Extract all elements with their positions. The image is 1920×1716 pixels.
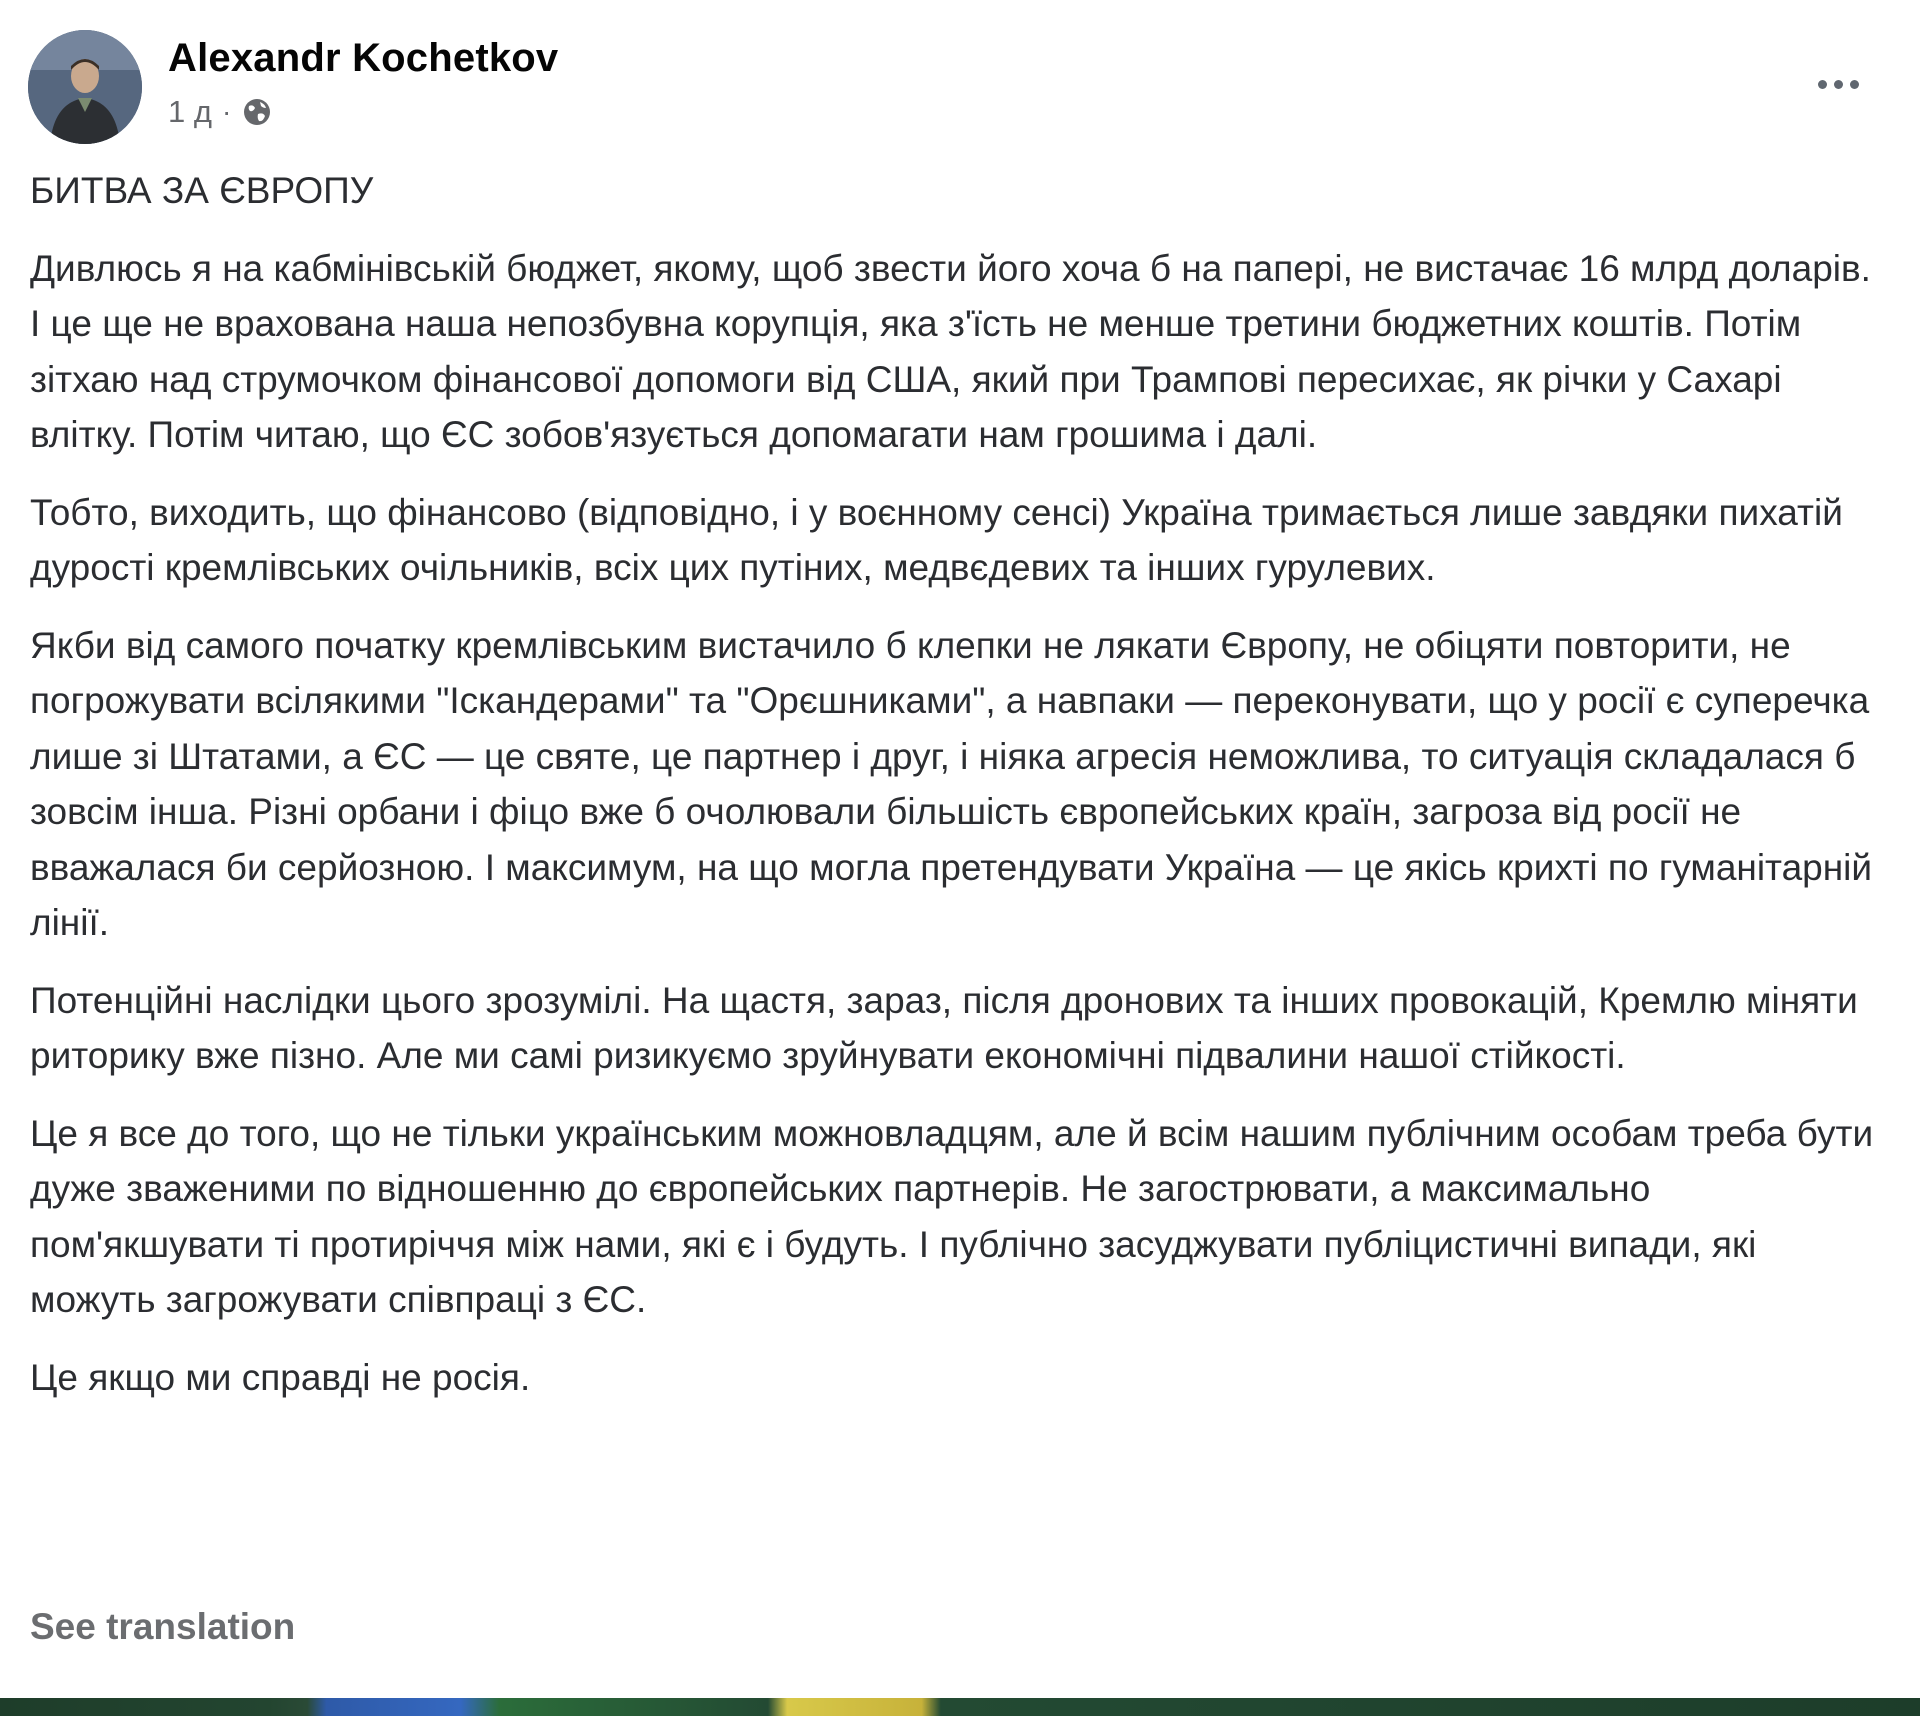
more-options-button[interactable] (1808, 66, 1868, 102)
post-paragraph: Тобто, виходить, що фінансово (відповідно, і у воєнному сенсі) Україна тримається лише завдяки пихатій дурості кремлівських очільників, всіх цих путіних, медвєдевих та інших гурулевих. (30, 491, 1843, 588)
post-body (30, 163, 1890, 1427)
more-options-dot (1834, 80, 1843, 89)
post-timestamp[interactable]: 1 д (168, 94, 212, 129)
post-paragraph: Якби від самого початку кремлівським вистачило б клепки не лякати Європу, не обіцяти повторити, не погрожувати всілякими "Іскандерами" та "Орєшниками", а навпаки — переконувати, що у росії є суперечка лише зі Штатами, а ЄС — це святе, це партнер і друг, і ніяка агресія неможлива, то ситуація складалася б зовсім інша. Різні орбани і фіцо вже б очолювали більшість європейських країн, загроза від росії не вважалася би серйозною. І максимум, на що могла претендувати Україна — це якісь крихті по гуманітарній лінії. (30, 624, 1873, 943)
author-name[interactable]: Alexandr Kochetkov (168, 36, 559, 80)
more-options-icon (1818, 80, 1827, 89)
attached-image-edge (0, 1698, 1920, 1716)
avatar-portrait-icon (28, 30, 142, 144)
post-header (28, 30, 1892, 146)
meta-separator: · (221, 96, 232, 127)
post-paragraph: Потенційні наслідки цього зрозумілі. На щастя, зараз, після дронових та інших провокацій, Кремлю міняти риторику вже пізно. Але ми самі ризикуємо зруйнувати економічні підвалини нашої стійкості. (30, 979, 1858, 1076)
post-paragraph: Це я все до того, що не тільки українським можновладцям, але й всім нашим публічним особам треба бути дуже зваженими по відношенню до європейських партнерів. Не загострювати, а максимально пом'якшувати ті протиріччя між нами, які є і будуть. І публічно засуджувати публіцистичні випади, які можуть загрожувати співпраці з ЄС. (30, 1112, 1874, 1320)
post-paragraph: Це якщо ми справді не росія. (30, 1356, 531, 1398)
post-paragraph: Дивлюсь я на кабмінівській бюджет, якому, щоб звести його хоча б на папері, не вистачає 16 млрд доларів. І це ще не врахована наша непозбувна корупція, яка з'їсть не менше третини бюджетних коштів. Потім зітхаю над струмочком фінансової допомоги від США, який при Трампові пересихає, як річки у Сахарі влітку. Потім читаю, що ЄС зобов'язується допомагати нам грошима і далі. (30, 247, 1871, 455)
author-avatar[interactable] (28, 30, 142, 144)
see-translation-link[interactable]: See translation (30, 1606, 296, 1647)
post-title: БИТВА ЗА ЄВРОПУ (30, 170, 374, 211)
globe-icon (241, 96, 273, 128)
more-options-dot (1850, 80, 1859, 89)
post-meta (168, 94, 273, 130)
